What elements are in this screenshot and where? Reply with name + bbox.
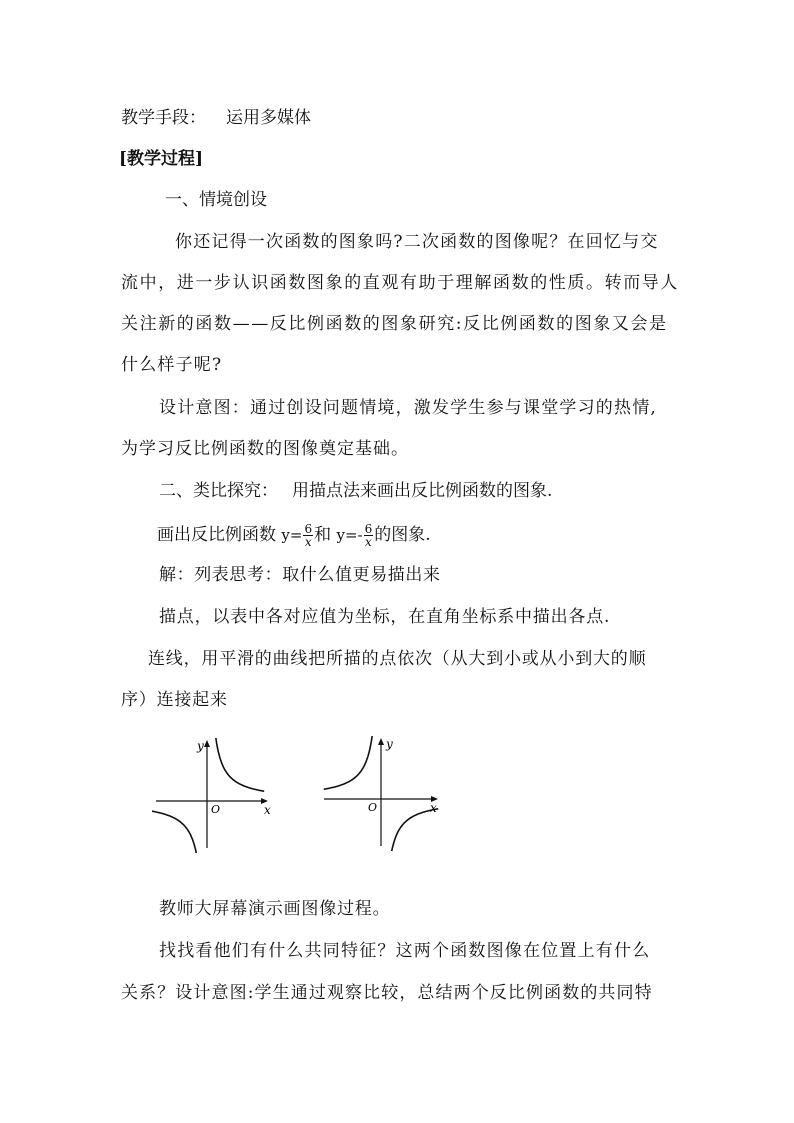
draw-middle: 和 [314, 525, 337, 545]
graph-left-y-arrow [204, 740, 210, 747]
formula-1-denominator: x [304, 535, 312, 549]
para1-line4: 什么样子呢? [121, 355, 223, 375]
teaching-means-value: 运用多媒体 [226, 108, 311, 128]
formula-2-denominator: x [365, 535, 372, 549]
graph-right-branch-lower [387, 809, 438, 851]
section2-label: 二、类比探究： [159, 481, 278, 501]
para1-line1: 你还记得一次函数的图象吗?二次函数的图像呢？在回忆与交 [175, 232, 659, 252]
connect-line2: 序）连接起来 [121, 690, 228, 710]
formula-1-numerator: 6 [304, 522, 313, 536]
solution-line: 解：列表思考：取什么值更易描出来 [159, 565, 441, 585]
draw-suffix: 的图象. [374, 525, 431, 545]
section2-text: 用描点法来画出反比例函数的图象. [292, 481, 553, 501]
teaching-means-line [121, 106, 311, 130]
formula-2-fraction [364, 523, 374, 548]
section-title-2 [159, 479, 552, 503]
connect-line1: 连线，用平滑的曲线把所描的点依次（从大到小或从小到大的顺 [148, 649, 647, 669]
graph-left [152, 738, 282, 853]
teacher-demo-line: 教师大屏幕演示画图像过程。 [159, 899, 391, 919]
plot-points-line: 描点，以表中各对应值为坐标，在直角坐标系中描出各点. [159, 607, 611, 627]
design-intent-line2: 为学习反比例函数的图像奠定基础。 [121, 439, 409, 459]
graph-right-y-arrow [378, 738, 384, 745]
draw-instruction [157, 520, 431, 550]
para1-line3: 关注新的函数——反比例函数的图象研究:反比例函数的图象又会是 [121, 314, 668, 334]
graph-right-origin-label: O [368, 801, 378, 814]
para1-line2: 流中，进一步认识函数图象的直观有助于理解函数的性质。转而导人 [121, 273, 679, 293]
graph-left-branch-lower [152, 811, 201, 853]
graph-right-branch-upper [324, 736, 375, 789]
draw-prefix: 画出反比例函数 [157, 525, 282, 545]
graph-right [322, 736, 452, 851]
teaching-means-label: 教学手段： [121, 108, 206, 128]
formula-2-lhs: y=- [336, 526, 363, 544]
final-para-line2: 关系？设计意图:学生通过观察比较，总结两个反比例函数的共同特 [121, 983, 653, 1003]
graph-left-origin-label: O [211, 803, 221, 816]
graph-left-branch-upper [213, 738, 264, 791]
graph-right-x-label: x [430, 801, 437, 815]
graph-left-y-label: y [197, 739, 204, 753]
final-para-line1: 找找看他们有什么共同特征？这两个函数图像在位置上有什么 [159, 941, 651, 961]
section-heading: [教学过程] [119, 149, 204, 169]
graph-right-y-label: y [386, 737, 393, 751]
formula-1-lhs: y= [281, 526, 303, 544]
formula-2-numerator: 6 [364, 522, 373, 536]
formula-1-fraction [303, 523, 313, 548]
section-title-1: 一、情境创设 [165, 190, 267, 210]
design-intent-line1: 设计意图：通过创设问题情境，激发学生参与课堂学习的热情, [159, 398, 658, 418]
graph-left-x-label: x [264, 803, 271, 817]
